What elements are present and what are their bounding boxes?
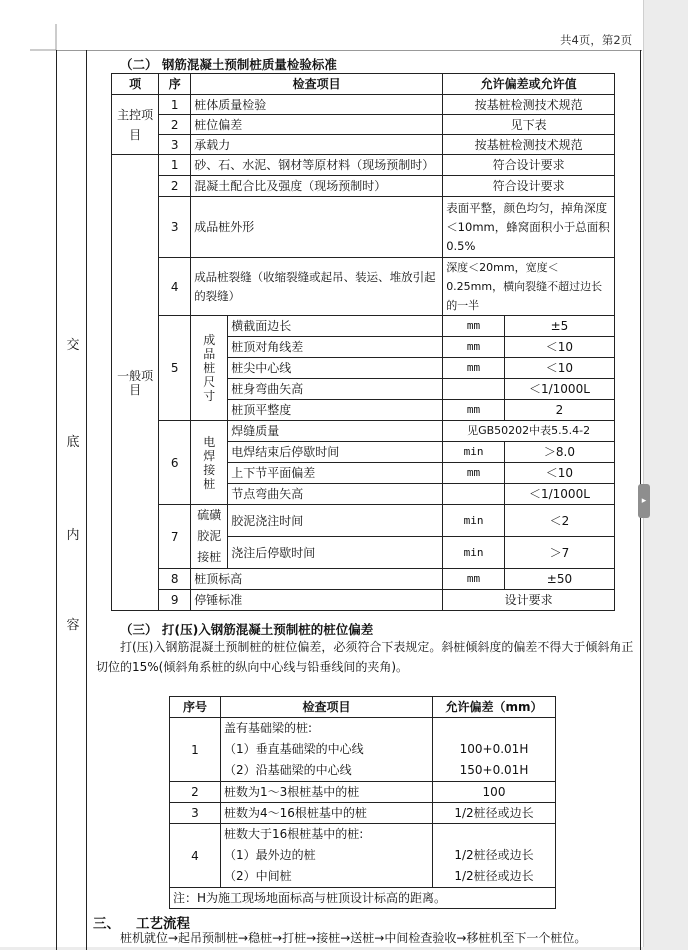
table-row xyxy=(170,824,556,888)
frame-column-divider xyxy=(86,50,87,950)
seq-cell: 4 xyxy=(159,258,191,316)
check-line: （2）沿基础梁的中心线 xyxy=(224,763,352,777)
check-cell: 浇注后停歇时间 xyxy=(228,537,443,569)
check-cell: 桩体质量检验 xyxy=(191,95,443,115)
group-char: 桩 xyxy=(203,361,216,375)
value-cell: ＜10 xyxy=(504,358,614,379)
value-cell: ±50 xyxy=(504,569,614,590)
group-char: 寸 xyxy=(203,389,216,403)
tol-cell: 符合设计要求 xyxy=(443,155,615,176)
group-cell-welded-splice xyxy=(191,421,228,505)
value-cell: ＜10 xyxy=(504,337,614,358)
group-char: 接 xyxy=(203,462,216,477)
group-char: 焊 xyxy=(203,448,216,463)
seq-cell: 1 xyxy=(159,155,191,176)
table-row xyxy=(112,155,615,176)
header-item: 项 xyxy=(112,74,159,95)
group-char: 电 xyxy=(203,434,216,449)
seq-cell: 9 xyxy=(159,590,191,611)
seq-cell: 1 xyxy=(170,718,221,782)
check-cell: 胶泥浇注时间 xyxy=(228,505,443,537)
header-seq: 序 xyxy=(159,74,191,95)
header-tolerance: 允许偏差（mm） xyxy=(433,697,556,718)
process-title: 工艺流程 xyxy=(136,916,190,932)
value-cell: ＜2 xyxy=(504,505,614,537)
table-row xyxy=(112,95,615,115)
seq-cell: 2 xyxy=(170,782,221,803)
check-cell: 桩顶标高 xyxy=(191,569,443,590)
side-label-char: 底 xyxy=(66,435,80,450)
unit-cell: mm xyxy=(443,316,505,337)
table-header-row xyxy=(112,74,615,95)
check-cell: 桩位偏差 xyxy=(191,115,443,135)
seq-cell: 7 xyxy=(159,505,191,569)
header-seq: 序号 xyxy=(170,697,221,718)
value-cell: ＜10 xyxy=(504,463,614,484)
table-row xyxy=(112,505,615,537)
check-cell: 桩身弯曲矢高 xyxy=(228,379,443,400)
seq-cell: 1 xyxy=(159,95,191,115)
check-cell: 上下节平面偏差 xyxy=(228,463,443,484)
header-tolerance: 允许偏差或允许值 xyxy=(443,74,615,95)
check-cell xyxy=(221,824,433,888)
quality-standard-table xyxy=(111,73,615,611)
check-cell: 电焊结束后停歇时间 xyxy=(228,442,443,463)
check-cell: 节点弯曲矢高 xyxy=(228,484,443,505)
check-cell: 桩顶对角线差 xyxy=(228,337,443,358)
value-cell: ＜1/1000L xyxy=(504,484,614,505)
table-header-row xyxy=(170,697,556,718)
section3-title: （三） 打(压)入钢筋混凝土预制桩的桩位偏差 xyxy=(120,622,374,637)
check-cell: 混凝土配合比及强度（现场预制时） xyxy=(191,176,443,197)
tol-line: 150+0.01H xyxy=(459,763,529,777)
tol-line: 1/2桩径或边长 xyxy=(454,869,534,883)
check-cell: 桩顶平整度 xyxy=(228,400,443,421)
pile-deviation-table xyxy=(169,696,556,909)
unit-cell: mm xyxy=(443,337,505,358)
page-info: 共4页，第2页 xyxy=(560,33,633,47)
value-cell: 设计要求 xyxy=(443,590,615,611)
unit-cell: mm xyxy=(443,463,505,484)
check-cell: 桩数为4～16根桩基中的桩 xyxy=(221,803,433,824)
seq-cell: 3 xyxy=(170,803,221,824)
tol-cell: 表面平整，颜色均匀，掉角深度＜10mm，蜂窝面积小于总面积0.5% xyxy=(443,197,615,258)
section3-intro: 打(压)入钢筋混凝土预制桩的桩位偏差，必须符合下表规定。斜桩倾斜度的偏差不得大于倾斜角正切位的15%(倾斜角系桩的纵向中心线与铅垂线间的夹角)。 xyxy=(96,640,634,674)
check-cell: 横截面边长 xyxy=(228,316,443,337)
table-row xyxy=(112,590,615,611)
table-row xyxy=(170,782,556,803)
value-cell: ＞7 xyxy=(504,537,614,569)
seq-cell: 6 xyxy=(159,421,191,505)
value-cell: ＜1/1000L xyxy=(504,379,614,400)
group-char: 桩 xyxy=(203,476,216,491)
check-cell: 桩尖中心线 xyxy=(228,358,443,379)
tol-line: 100+0.01H xyxy=(459,742,529,756)
check-line: （1）最外边的桩 xyxy=(224,848,316,862)
table-row xyxy=(170,718,556,782)
tol-line xyxy=(436,718,552,739)
tol-cell xyxy=(433,824,556,888)
table-row xyxy=(112,135,615,155)
table-row xyxy=(112,197,615,258)
tol-cell xyxy=(433,718,556,782)
value-cell: 见GB50202中表5.5.4-2 xyxy=(443,421,615,442)
check-cell: 桩数为1～3根桩基中的桩 xyxy=(221,782,433,803)
value-cell: ±5 xyxy=(504,316,614,337)
table-row xyxy=(170,803,556,824)
process-number: 三、 xyxy=(93,916,120,932)
check-cell xyxy=(221,718,433,782)
check-line: 桩数大于16根桩基中的桩: xyxy=(224,827,364,841)
seq-cell: 3 xyxy=(159,197,191,258)
tol-cell: 100 xyxy=(433,782,556,803)
check-cell: 停锤标准 xyxy=(191,590,443,611)
unit-cell: min xyxy=(443,505,505,537)
group-char: 成 xyxy=(203,333,216,347)
tol-cell: 符合设计要求 xyxy=(443,176,615,197)
main-control-label: 主控项目 xyxy=(112,95,159,155)
group-cell-sulfur-mortar: 硫磺胶泥接桩 xyxy=(191,505,228,569)
unit-cell: mm xyxy=(443,358,505,379)
tol-cell: 按基桩检测技术规范 xyxy=(443,95,615,115)
table-row xyxy=(112,569,615,590)
check-cell: 焊缝质量 xyxy=(228,421,443,442)
check-line: （2）中间桩 xyxy=(224,869,292,883)
crop-mark-icon xyxy=(0,0,60,60)
tol-cell: 见下表 xyxy=(443,115,615,135)
table-row xyxy=(112,115,615,135)
table-row xyxy=(170,888,556,909)
side-label-char: 交 xyxy=(66,338,80,353)
unit-cell xyxy=(443,484,505,505)
unit-cell: mm xyxy=(443,400,505,421)
seq-cell: 8 xyxy=(159,569,191,590)
header-check: 检查项目 xyxy=(221,697,433,718)
table-row xyxy=(112,176,615,197)
section2-title: （二） 钢筋混凝土预制桩质量检验标准 xyxy=(120,57,337,72)
unit-cell: mm xyxy=(443,569,505,590)
group-cell-product-pile xyxy=(191,316,228,421)
check-line: 盖有基础梁的桩: xyxy=(224,721,313,735)
value-cell: ＞8.0 xyxy=(504,442,614,463)
table-note: 注：H为施工现场地面标高与桩顶设计标高的距离。 xyxy=(170,888,556,909)
tol-line xyxy=(436,824,552,845)
table-row xyxy=(112,316,615,337)
tol-cell: 1/2桩径或边长 xyxy=(433,803,556,824)
unit-cell: min xyxy=(443,442,505,463)
check-cell: 成品桩裂缝（收缩裂缝或起吊、装运、堆放引起的裂缝） xyxy=(191,258,443,316)
unit-cell: min xyxy=(443,537,505,569)
tol-line: 1/2桩径或边长 xyxy=(454,848,534,862)
table-row xyxy=(112,421,615,442)
tol-cell: 按基桩检测技术规范 xyxy=(443,135,615,155)
page-nav-arrow-icon[interactable]: ▸ xyxy=(638,484,650,518)
process-flow: 桩机就位→起吊预制桩→稳桩→打桩→接桩→送桩→中间检查验收→移桩机至下一个桩位。 xyxy=(120,931,587,945)
header-check: 检查项目 xyxy=(191,74,443,95)
seq-cell: 2 xyxy=(159,176,191,197)
value-cell: 2 xyxy=(504,400,614,421)
side-label-char: 容 xyxy=(66,618,80,633)
seq-cell: 2 xyxy=(159,115,191,135)
seq-cell: 3 xyxy=(159,135,191,155)
group-char: 尺 xyxy=(203,375,216,389)
table-row xyxy=(112,258,615,316)
seq-cell: 4 xyxy=(170,824,221,888)
seq-cell: 5 xyxy=(159,316,191,421)
general-label: 一般项目 xyxy=(112,155,159,611)
group-char: 品 xyxy=(203,347,216,361)
side-label-char: 内 xyxy=(66,528,80,543)
tol-cell: 深度＜20mm，宽度＜0.25mm，横向裂缝不超过边长的一半 xyxy=(443,258,615,316)
unit-cell xyxy=(443,379,505,400)
check-cell: 砂、石、水泥、钢材等原材料（现场预制时） xyxy=(191,155,443,176)
check-line: （1）垂直基础梁的中心线 xyxy=(224,742,364,756)
check-cell: 承载力 xyxy=(191,135,443,155)
check-cell: 成品桩外形 xyxy=(191,197,443,258)
